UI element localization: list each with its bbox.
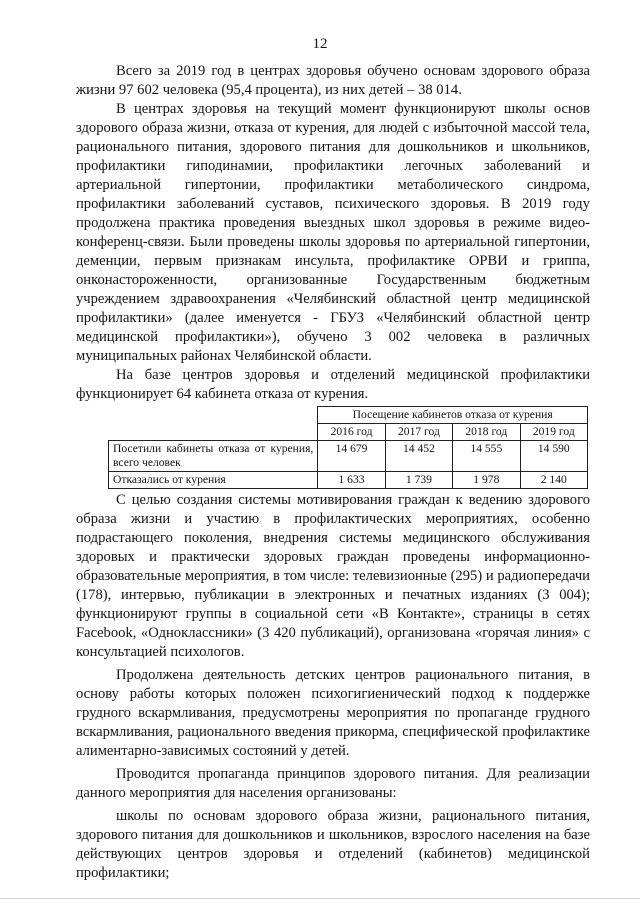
table-cell: 1 633 — [318, 472, 385, 489]
table-header-year: 2018 год — [453, 424, 520, 441]
bottom-scan-edge — [0, 898, 640, 899]
paragraph-smoking-cabinets: На базе центров здоровья и отделений медицинской профилактики функционирует 64 кабинета отказа от курения. — [76, 367, 590, 402]
table-header-year: 2017 год — [385, 424, 452, 441]
table-header-row — [109, 424, 588, 441]
paragraph-training-total: Всего за 2019 год в центрах здоровья обучено основам здорового образа жизни 97 602 человека (95,4 процента), из них детей – 38 014. — [76, 63, 590, 98]
table-cell: 1 739 — [385, 472, 452, 489]
table-cell: 14 679 — [318, 441, 385, 472]
table-cell: 14 555 — [453, 441, 520, 472]
table-corner-cell — [109, 424, 318, 441]
paragraph-schools-list: школы по основам здорового образа жизни, рационального питания, здорового питания для дошкольников и школьников, взрослого населения на базе действующих центров здоровья и отделений (кабинетов) медицинской профилактики; — [76, 808, 590, 881]
table-corner-cell — [109, 407, 318, 424]
page-number: 12 — [312, 36, 328, 52]
smoking-cessation-table — [108, 406, 588, 489]
table-row — [109, 472, 588, 489]
table-header-year: 2019 год — [520, 424, 587, 441]
table-caption-row — [109, 407, 588, 424]
paragraph-healthy-eating: Проводится пропаганда принципов здорового питания. Для реализации данного мероприятия для населения организованы: — [76, 766, 590, 801]
table-cell: 1 978 — [453, 472, 520, 489]
table-row-label: Отказались от курения — [109, 472, 318, 489]
table-header-year: 2016 год — [318, 424, 385, 441]
table-cell: 14 452 — [385, 441, 452, 472]
paragraph-health-schools: В центрах здоровья на текущий момент функционируют школы основ здорового образа жизни, отказа от курения, для людей с избыточной массой тела, рационального питания, здорового питания для дошкольников и школьников, профилактики гиподинамии, профилактики легочных заболеваний и артериальной гипертонии, профилактики метаболического синдрома, профилактики заболеваний суставов, психического здоровья. В 2019 году продолжена практика проведения выездных школ здоровья в режиме видео-конференц-связи. Были проведены школы здоровья по артериальной гипертонии, деменции, первым признакам инсульта, профилактике ОРВИ и гриппа, онконастороженности, организованные Государственным бюджетным учреждением здравоохранения «Челябинский областной центр медицинской профилактики» (далее именуется - ГБУЗ «Челябинский областной центр медицинской профилактики»), обучено 3 002 человека в различных муниципальных районах Челябинской области. — [76, 101, 590, 364]
table-row-label: Посетили кабинеты отказа от курения, всего человек — [109, 441, 318, 472]
table-cell: 14 590 — [520, 441, 587, 472]
smoking-cessation-table-wrap — [108, 406, 588, 489]
table-caption: Посещение кабинетов отказа от курения — [318, 407, 588, 424]
paragraph-nutrition-centers: Продолжена деятельность детских центров рационального питания, в основу работы которых положен психогигиенический подход к поддержке грудного вскармливания, предусмотрены мероприятия по пропаганде грудного вскармливания, рационального введения прикорма, специфической профилактике алиментарно-зависимых состояний у детей. — [76, 667, 590, 759]
page-content — [76, 62, 590, 883]
table-row — [109, 441, 588, 472]
table-cell: 2 140 — [520, 472, 587, 489]
paragraph-information-campaign: С целью создания системы мотивирования граждан к ведению здорового образа жизни и участию в профилактических мероприятиях, особенно подрастающего поколения, внедрения системы медицинского обслуживания здоровых и практически здоровых граждан проведены информационно-образовательные мероприятия, в том числе: телевизионные (295) и радиопередачи (178), интервью, публикации в электронных и печатных изданиях (3 004); функционируют группы в социальной сети «В Контакте», страницы в сетях Facebook, «Одноклассники» (3 420 публикаций), организована «горячая линия» с консультацией психологов. — [76, 492, 590, 660]
